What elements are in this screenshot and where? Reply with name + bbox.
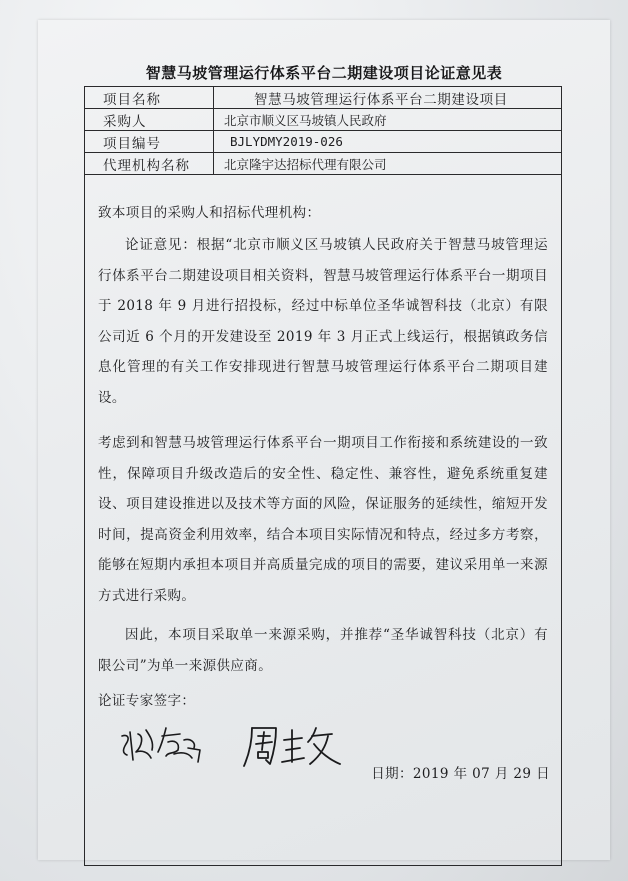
project-name-label: 项目名称 xyxy=(85,87,214,109)
signature-1 xyxy=(118,722,210,772)
table-row-project-name xyxy=(85,87,562,109)
signature-date: 日期：2019 年 07 月 29 日 xyxy=(371,766,550,782)
project-info-table xyxy=(84,86,562,175)
agency-label: 代理机构名称 xyxy=(85,153,214,175)
document-title: 智慧马坡管理运行体系平台二期建设项目论证意见表 xyxy=(145,64,503,82)
agency-value: 北京隆宇达招标代理有限公司 xyxy=(214,153,562,175)
opinion-paragraph: 论证意见：根据“北京市顺义区马坡镇人民政府关于智慧马坡管理运行体系平台二期建设项目相关资料，智慧马坡管理运行体系平台一期项目于 2018 年 9 月进行招投标，经过中标单位圣华诚智科技（北京）有限公司近 6 个月的开发建设至 2019 年 3 月正式上线运行，根据镇政务信息化管理的有关工作安排现进行智慧马坡管理运行体系平台二期项目建设。 xyxy=(98,237,548,406)
purchaser-value: 北京市顺义区马坡镇人民政府 xyxy=(214,109,562,131)
consideration-paragraph: 考虑到和智慧马坡管理运行体系平台一期项目工作衔接和系统建设的一致性，保障项目升级改造后的安全性、稳定性、兼容性，避免系统重复建设、项目建设推进以及技术等方面的风险，保证服务的延续性，缩短开发时间，提高资金利用效率，结合本项目实际情况和特点，经过多方考察，能够在短期内承担本项目并高质量完成的项目的需要，建议采用单一来源方式进行采购。 xyxy=(98,435,548,604)
table-row-agency xyxy=(85,153,562,175)
experts-signature-label: 论证专家签字： xyxy=(98,693,196,709)
table-row-purchaser xyxy=(85,109,562,131)
purchaser-label: 采购人 xyxy=(85,109,214,131)
project-name-value: 智慧马坡管理运行体系平台二期建设项目 xyxy=(214,87,562,109)
project-number-value: BJLYDMY2019-026 xyxy=(214,131,562,153)
salutation-text: 致本项目的采购人和招标代理机构： xyxy=(98,205,321,221)
recommendation-paragraph: 因此，本项目采取单一来源采购，并推荐“圣华诚智科技（北京）有限公司”为单一来源供应商。 xyxy=(98,627,548,674)
table-row-project-number xyxy=(85,131,562,153)
project-number-label: 项目编号 xyxy=(85,131,214,153)
